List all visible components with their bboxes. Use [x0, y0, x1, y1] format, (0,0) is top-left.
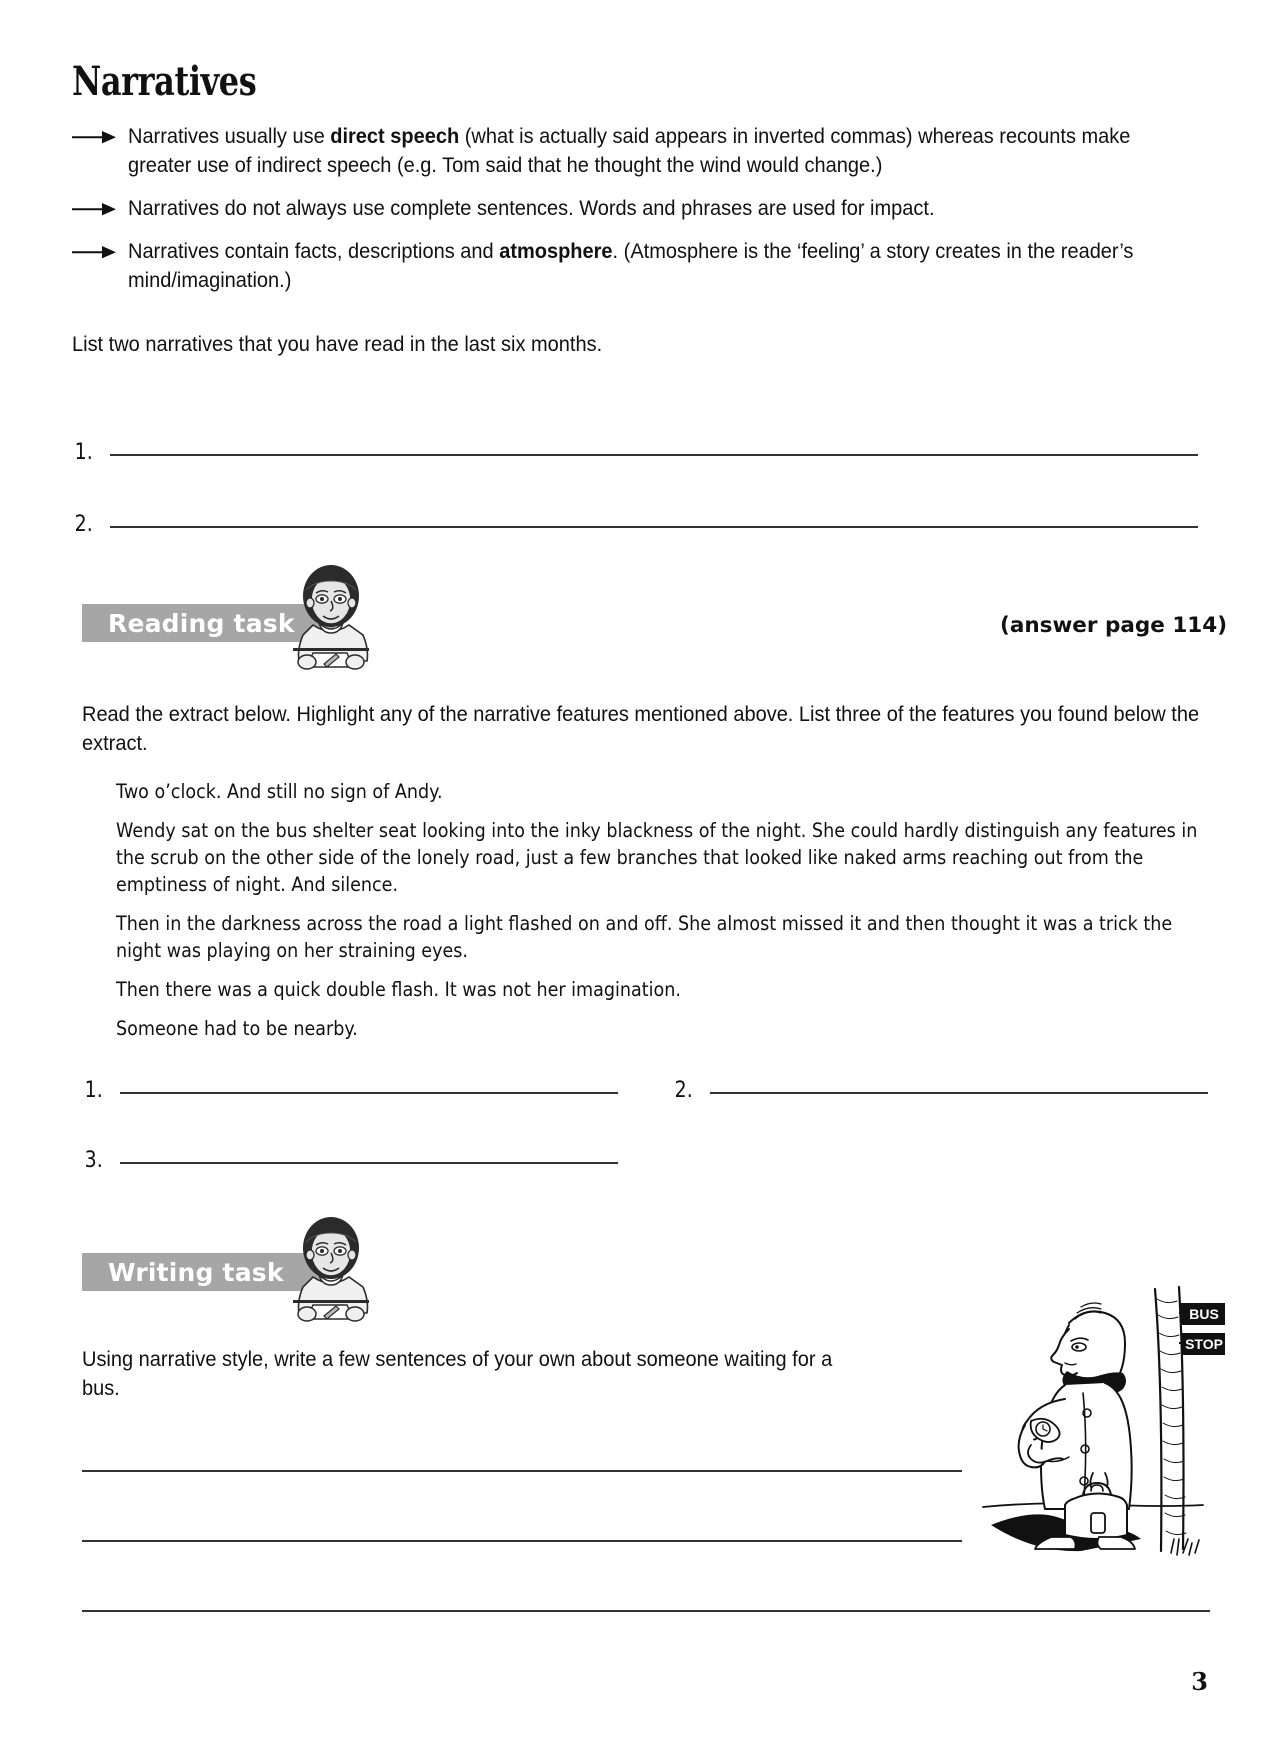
reading-task-instruction: Read the extract below. Highlight any of the narrative features mentioned above. List three of the features you found below the extract. [82, 702, 1200, 755]
page-number: 3 [1191, 1667, 1208, 1696]
text-run: (what is actually said appears in inverted commas) whereas recounts make greater use of indirect speech (e.g. Tom said that he thought the wind would change.) [128, 124, 1131, 177]
text-run: Narratives usually use [128, 124, 331, 148]
narrative-features-list [72, 122, 1212, 309]
writing-line-rule[interactable] [82, 1470, 962, 1472]
woman-waiting-at-bus-stop-illustration [965, 1285, 1225, 1575]
answer-line-rule[interactable] [120, 1162, 618, 1164]
girl-at-desk-icon [287, 563, 375, 671]
right-arrow-icon [72, 237, 128, 261]
writing-line-rule[interactable] [82, 1610, 1210, 1612]
list-instruction: List two narratives that you have read in the last six months. [72, 332, 603, 356]
list-item [72, 237, 1212, 295]
bus-stop-sign-line-1: BUS [1189, 1306, 1219, 1322]
girl-at-desk-icon [287, 1215, 375, 1323]
answer-line-row [82, 1078, 618, 1103]
emphasis-term: direct speech [330, 124, 460, 148]
answer-line-row [82, 1148, 618, 1173]
answer-line-number: 1. [84, 1078, 103, 1103]
answer-line-row [672, 1078, 1208, 1103]
answer-line-number: 2. [674, 1078, 693, 1103]
extract-paragraph: Someone had to be nearby. [116, 1017, 358, 1040]
bus-stop-sign [1179, 1303, 1225, 1355]
text-run: Narratives contain facts, descriptions and [128, 239, 500, 263]
list-item-text [128, 194, 1136, 223]
answer-line-rule[interactable] [120, 1092, 618, 1094]
narrative-extract [116, 778, 1206, 1054]
reading-task-label: Reading task [108, 608, 295, 638]
list-item-text [128, 237, 1136, 295]
writing-task-instruction: Using narrative style, write a few sentences of your own about someone waiting for a bus. [82, 1347, 833, 1400]
bus-stop-sign-line-2: STOP [1185, 1336, 1223, 1352]
right-arrow-icon [72, 122, 128, 146]
page-title: Narratives [72, 58, 257, 105]
extract-paragraph: Then there was a quick double flash. It was not her imagination. [116, 978, 681, 1001]
extract-paragraph: Then in the darkness across the road a light flashed on and off. She almost missed it and then thought it was a trick the night was playing on her straining eyes. [116, 912, 1173, 962]
answer-line-rule[interactable] [110, 454, 1198, 456]
answer-line-row [72, 440, 1212, 465]
answer-line-rule[interactable] [110, 526, 1198, 528]
writing-task-label: Writing task [108, 1257, 284, 1287]
text-run: Narratives do not always use complete sentences. Words and phrases are used for impact. [128, 196, 935, 220]
answer-page-note: (answer page 114) [1000, 613, 1228, 638]
emphasis-term: atmosphere [499, 239, 613, 263]
extract-paragraph: Wendy sat on the bus shelter seat looking into the inky blackness of the night. She could hardly distinguish any features in the scrub on the other side of the lonely road, just a few branches that looked like naked arms reaching out from the emptiness of night. And silence. [116, 819, 1198, 896]
writing-line-rule[interactable] [82, 1540, 962, 1542]
answer-line-number: 3. [84, 1148, 103, 1173]
list-item-text [128, 122, 1136, 180]
answer-line-number: 1. [74, 440, 93, 465]
text-run: . (Atmosphere is the ‘feeling’ a story creates in the reader’s mind/imagination.) [128, 239, 1134, 292]
answer-line-rule[interactable] [710, 1092, 1208, 1094]
list-item [72, 122, 1212, 180]
right-arrow-icon [72, 194, 128, 218]
answer-line-number: 2. [74, 512, 93, 537]
extract-paragraph: Two o’clock. And still no sign of Andy. [116, 780, 443, 803]
answer-line-row [72, 512, 1212, 537]
list-item [72, 194, 1212, 223]
